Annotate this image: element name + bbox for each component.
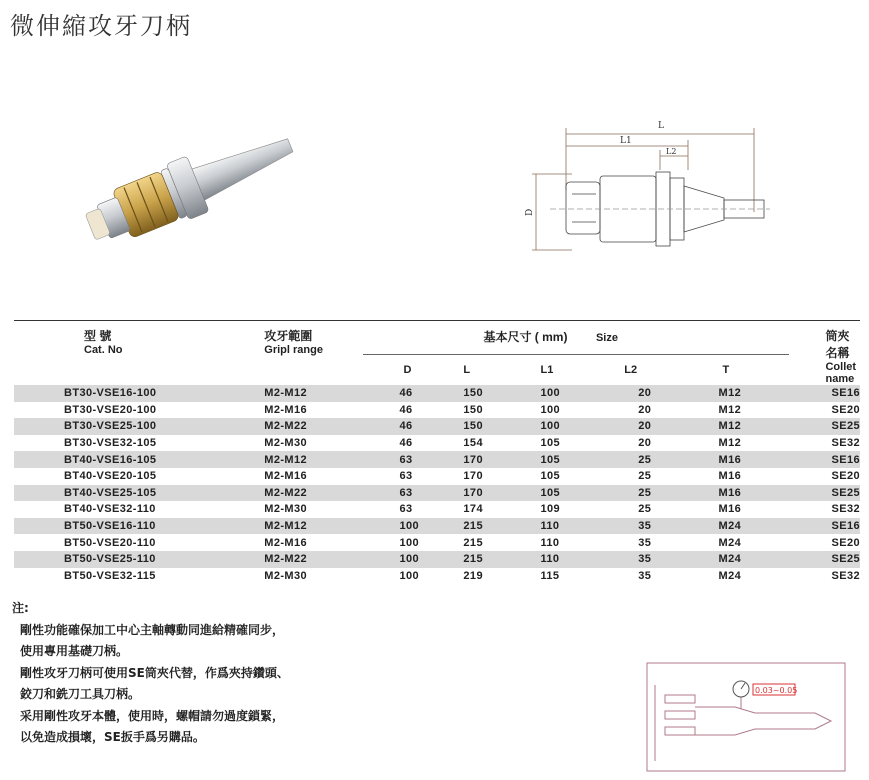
table-cell: 100 — [399, 536, 420, 549]
table-cell: 46 — [399, 437, 413, 450]
table-cell: 110 — [540, 536, 560, 549]
table-cell: SE25 — [789, 551, 860, 568]
table-row — [14, 568, 860, 585]
tolerance-value: 0.03~0.05 — [755, 686, 798, 695]
dimension-drawing — [520, 112, 782, 262]
table-cell: 150 — [463, 385, 530, 402]
header-grip-en: Gripl range — [264, 344, 323, 356]
table-cell: M2-M16 — [264, 470, 308, 483]
table-cell: 115 — [540, 569, 560, 582]
table-row — [14, 501, 860, 518]
table-cell: 35 — [638, 569, 652, 582]
table-row — [14, 551, 860, 568]
table-cell: 20 — [638, 403, 652, 416]
header-size-cn: 基本尺寸 ( mm) — [483, 330, 568, 345]
header-size — [363, 321, 789, 355]
table-cell: 25 — [612, 451, 694, 468]
table-cell: BT40-VSE16-105 — [14, 451, 236, 468]
table-cell: SE20 — [831, 470, 860, 483]
table-cell: M2-M12 — [236, 385, 363, 402]
header-cat — [14, 321, 236, 386]
table-cell: 20 — [638, 437, 652, 450]
table-cell: BT40-VSE25-105 — [14, 485, 236, 502]
table-row — [14, 385, 860, 402]
table-row — [14, 468, 860, 485]
table-cell: BT30-VSE32-105 — [64, 437, 157, 450]
table-cell: 20 — [612, 418, 694, 435]
table-cell: SE25 — [789, 418, 860, 435]
note-line-3: 剛性攻牙刀柄可使用SE筒夾代替，作爲夾持鑽頭、 — [20, 665, 289, 680]
table-cell: M16 — [718, 470, 742, 483]
table-cell: 150 — [463, 403, 483, 416]
header-grip-cn: 攻牙範圍 — [264, 329, 313, 343]
table-cell: BT50-VSE32-115 — [64, 569, 156, 582]
table-cell: M12 — [718, 437, 742, 450]
table-cell: BT50-VSE25-110 — [14, 551, 236, 568]
note-line-1: 剛性功能確保加工中心主軸轉動同進給精確同步， — [20, 622, 285, 637]
table-cell: BT50-VSE20-110 — [64, 536, 156, 549]
table-cell: 215 — [463, 536, 483, 549]
table-cell: 219 — [463, 569, 483, 582]
header-D: D — [403, 363, 412, 376]
table-cell: M24 — [718, 569, 742, 582]
header-L: L — [463, 363, 471, 376]
table-cell: M12 — [695, 418, 790, 435]
table-cell: BT50-VSE16-110 — [14, 518, 236, 535]
table-cell: 63 — [399, 503, 413, 516]
table-cell: M16 — [718, 503, 742, 516]
header-L1: L1 — [540, 363, 554, 376]
table-cell: 110 — [530, 551, 612, 568]
table-cell: M12 — [718, 403, 742, 416]
table-cell: SE32 — [831, 503, 860, 516]
table-cell: SE25 — [789, 485, 860, 502]
table-cell: M12 — [695, 385, 790, 402]
note-line-4: 鉸刀和銑刀工具刀柄。 — [20, 687, 141, 701]
table-row — [14, 451, 860, 468]
table-cell: M2-M16 — [264, 536, 308, 549]
dim-label-D: D — [525, 208, 535, 216]
table-cell: 63 — [363, 451, 463, 468]
table-cell: M2-M30 — [264, 503, 308, 516]
note-line-6: 以免造成損壞，SE扳手爲另購品。 — [20, 730, 205, 744]
table-cell: M16 — [695, 451, 790, 468]
header-cat-en: Cat. No — [84, 344, 123, 356]
table-cell: 35 — [638, 536, 652, 549]
table-cell: 215 — [463, 518, 530, 535]
table-row — [14, 435, 860, 452]
header-collet — [789, 321, 860, 386]
table-cell: 46 — [363, 385, 463, 402]
table-cell: BT30-VSE16-100 — [14, 385, 236, 402]
tolerance-diagram — [645, 661, 847, 773]
table-cell: M2-M22 — [236, 418, 363, 435]
table-cell: M24 — [695, 518, 790, 535]
table-row — [14, 402, 860, 419]
table-cell: SE16 — [789, 385, 860, 402]
table-row — [14, 485, 860, 502]
table-cell: 25 — [638, 470, 652, 483]
table-cell: 20 — [612, 385, 694, 402]
header-collet-cn: 筒夾名稱 — [825, 329, 850, 360]
table-cell: BT30-VSE20-100 — [64, 403, 157, 416]
table-cell: SE16 — [789, 518, 860, 535]
table-cell: 215 — [463, 551, 530, 568]
table-cell: 170 — [463, 451, 530, 468]
table-cell: SE32 — [831, 437, 860, 450]
table-cell: BT40-VSE32-110 — [64, 503, 156, 516]
table-cell: M2-M30 — [264, 437, 308, 450]
notes — [12, 598, 289, 749]
table-cell: M24 — [718, 536, 742, 549]
table-cell: 110 — [530, 518, 612, 535]
table-row — [14, 418, 860, 435]
tool-holder-photo — [76, 118, 308, 252]
table-cell: M2-M16 — [264, 403, 308, 416]
table-cell: SE32 — [831, 569, 860, 582]
table-cell: 46 — [399, 403, 413, 416]
table-row — [14, 534, 860, 551]
table-cell: SE16 — [789, 451, 860, 468]
note-line-2: 使用專用基礎刀柄。 — [20, 644, 129, 658]
table-cell: 100 — [540, 403, 561, 416]
dim-label-L2: L2 — [666, 147, 677, 156]
table-cell: 174 — [463, 503, 483, 516]
table-cell: 25 — [612, 485, 694, 502]
table-cell: M2-M12 — [236, 451, 363, 468]
dim-label-L: L — [658, 121, 664, 131]
table-cell: 154 — [463, 437, 483, 450]
spec-table — [14, 320, 860, 584]
table-cell: 105 — [540, 470, 561, 483]
header-collet-en: Collet name — [825, 361, 857, 385]
table-cell: 100 — [363, 551, 463, 568]
spec-table-body — [14, 385, 860, 584]
header-cat-cn: 型 號 — [84, 329, 112, 343]
table-cell: 25 — [638, 503, 652, 516]
table-cell: 100 — [363, 518, 463, 535]
table-cell: M24 — [695, 551, 790, 568]
header-grip — [236, 321, 363, 386]
note-line-5: 采用剛性攻牙本體，使用時，螺帽請勿過度鎖緊， — [20, 708, 285, 723]
table-cell: 100 — [399, 569, 420, 582]
table-cell: 170 — [463, 470, 483, 483]
table-cell: SE20 — [831, 403, 860, 416]
table-cell: 105 — [530, 451, 612, 468]
table-cell: BT40-VSE20-105 — [64, 470, 157, 483]
table-cell: 170 — [463, 485, 530, 502]
page-title: 微伸縮攻牙刀柄 — [10, 12, 192, 40]
table-cell: 35 — [612, 518, 694, 535]
header-T: T — [722, 363, 730, 376]
table-cell: SE20 — [831, 536, 860, 549]
table-cell: 46 — [363, 418, 463, 435]
table-cell: M2-M22 — [236, 551, 363, 568]
header-size-en: Size — [595, 332, 618, 345]
table-cell: M16 — [695, 485, 790, 502]
notes-label: 注: — [12, 601, 29, 615]
table-row — [14, 518, 860, 535]
dim-label-L1: L1 — [620, 136, 632, 146]
table-cell: 105 — [530, 485, 612, 502]
table-cell: M2-M22 — [236, 485, 363, 502]
table-cell: 100 — [530, 418, 612, 435]
table-cell: M2-M12 — [236, 518, 363, 535]
table-cell: 100 — [530, 385, 612, 402]
table-cell: 35 — [612, 551, 694, 568]
header-L2: L2 — [624, 363, 638, 376]
table-cell: BT30-VSE25-100 — [14, 418, 236, 435]
table-cell: 150 — [463, 418, 530, 435]
table-cell: 109 — [540, 503, 561, 516]
table-cell: 63 — [363, 485, 463, 502]
table-cell: M2-M30 — [264, 569, 308, 582]
table-cell: 105 — [540, 437, 561, 450]
table-cell: 63 — [399, 470, 413, 483]
